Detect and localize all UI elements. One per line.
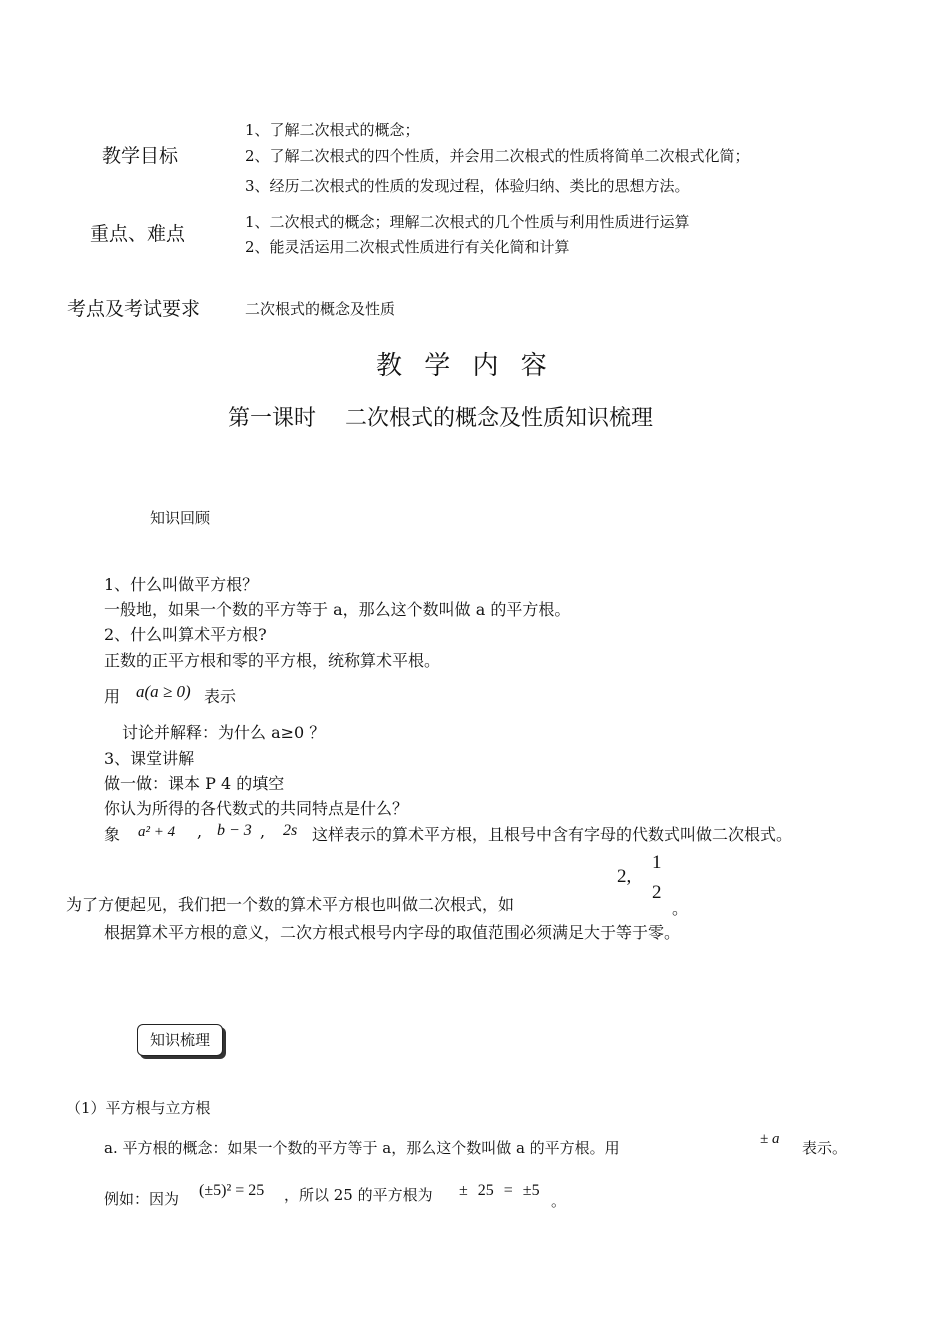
- review-conv-text: 为了方便起见，我们把一个数的算术平方根也叫做二次根式，如: [66, 895, 515, 914]
- review-q1: 1、什么叫做平方根？: [104, 575, 259, 594]
- objectives-label: 教学目标: [102, 145, 179, 167]
- review-doit: 做一做：课本 P 4 的填空: [104, 774, 285, 793]
- review-like-prefix: 象: [104, 825, 121, 844]
- review-q3: 3、课堂讲解: [104, 749, 195, 768]
- summary-a-text: a. 平方根的概念：如果一个数的平方等于 a，那么这个数叫做 a 的平方根。用: [104, 1139, 620, 1157]
- review-a2: 正数的正平方根和零的平方根，统称算术平根。: [104, 651, 441, 670]
- review-conv-num: 2,: [617, 866, 632, 887]
- exam-label: 考点及考试要求: [67, 298, 201, 320]
- objective-item-2: 2、了解二次根式的四个性质，并会用二次根式的性质将简单二次根式化简；: [245, 147, 750, 165]
- review-conv-frac-num: 1: [652, 852, 662, 873]
- objective-item-1: 1、了解二次根式的概念；: [245, 121, 420, 139]
- summary-a-expr: ± a: [760, 1131, 780, 1147]
- review-like-expr2: b − 3: [217, 822, 252, 839]
- summary-heading: 知识梳理: [137, 1024, 223, 1056]
- review-conv-frac-den: 2: [652, 882, 662, 903]
- lesson-title: 第一课时 二次根式的概念及性质知识梳理: [228, 406, 653, 431]
- review-discuss: 讨论并解释：为什么 a≥0 ？: [122, 723, 326, 742]
- summary-eg-mid: ，所以 25 的平方根为: [284, 1186, 433, 1204]
- summary-eg-expr1: (±5)² = 25: [199, 1182, 265, 1199]
- review-use-prefix: 用: [104, 687, 121, 706]
- keypoint-item-2: 2、能灵活运用二次根式性质进行有关化简和计算: [245, 238, 570, 256]
- review-use-expr: a(a ≥ 0): [136, 682, 191, 701]
- keypoints-label: 重点、难点: [90, 223, 186, 245]
- objective-item-3: 3、经历二次根式的性质的发现过程，体验归纳、类比的思想方法。: [245, 177, 690, 195]
- review-like-expr1: a² + 4: [138, 824, 176, 840]
- review-like-expr3: 2s: [283, 822, 298, 839]
- summary-eg-prefix: 例如：因为: [104, 1190, 180, 1208]
- summary-eg-end: 。: [551, 1192, 567, 1210]
- summary-eg-expr2: ± 25 = ±5: [459, 1182, 540, 1199]
- summary-sub1: （1）平方根与立方根: [66, 1099, 211, 1117]
- review-heading: 知识回顾: [150, 509, 211, 527]
- keypoint-item-1: 1、二次根式的概念；理解二次根式的几个性质与利用性质进行运算: [245, 213, 690, 231]
- review-q2: 2、什么叫算术平方根?: [104, 625, 267, 644]
- content-title: 教 学 内 容: [376, 351, 547, 381]
- summary-a-suffix: 表示。: [802, 1139, 848, 1157]
- review-a1: 一般地，如果一个数的平方等于 a，那么这个数叫做 a 的平方根。: [104, 600, 571, 619]
- review-like-sep2: ,: [260, 822, 266, 841]
- review-think: 你认为所得的各代数式的共同特点是什么？: [104, 799, 409, 818]
- review-range-text: 根据算术平方根的意义，二次方根式根号内字母的取值范围必须满足大于等于零。: [104, 923, 681, 942]
- review-conv-end: 。: [672, 899, 689, 918]
- exam-text: 二次根式的概念及性质: [245, 300, 396, 318]
- review-like-sep1: ,: [197, 822, 203, 841]
- review-use-suffix: 表示: [204, 687, 237, 706]
- review-like-suffix: 这样表示的算术平方根，且根号中含有字母的代数式叫做二次根式。: [312, 825, 793, 844]
